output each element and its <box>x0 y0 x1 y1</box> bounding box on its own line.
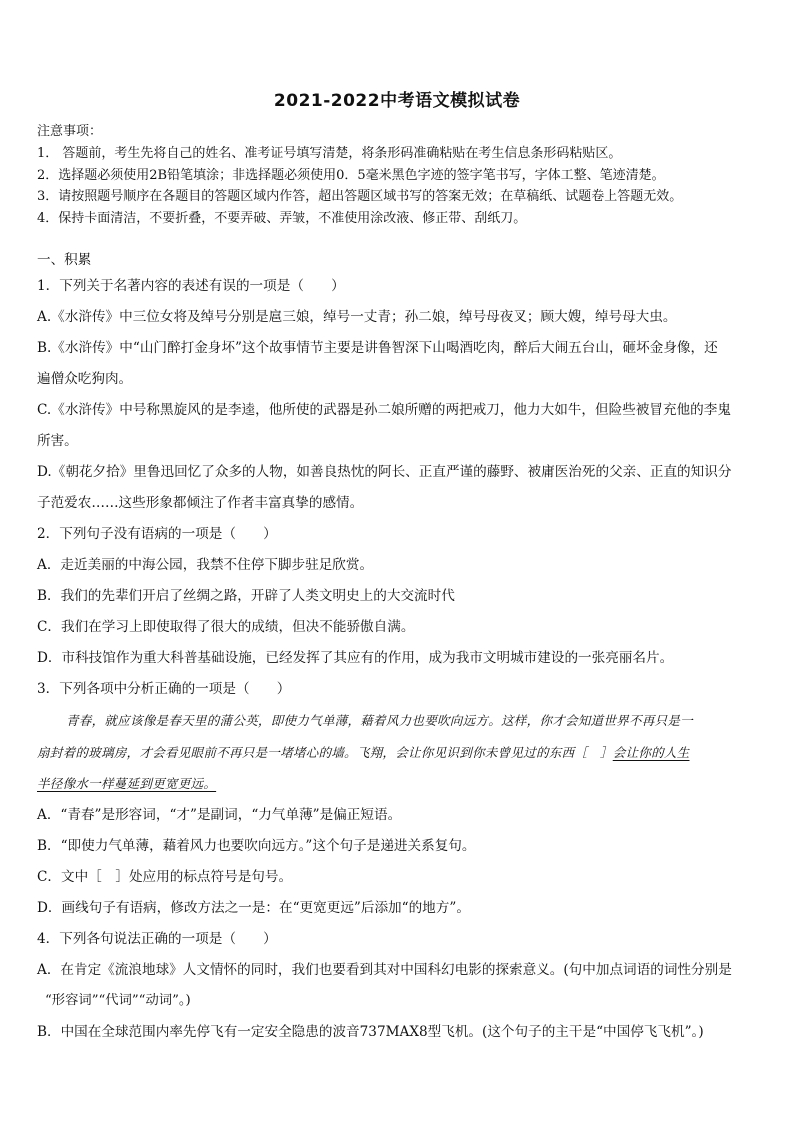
passage-line: 青春，就应该像是春天里的蒲公英，即使力气单薄，藉着风力也要吹向远方。这样，你才会知道世界不再只是一 <box>66 713 693 728</box>
section-heading: 一、积累 <box>37 252 92 268</box>
option-c: C．我们在学习上即使取得了很大的成绩，但决不能骄傲自满。 <box>37 619 415 635</box>
question-stem: 4．下列各句说法正确的一项是（ ） <box>37 931 277 947</box>
option-c-cont: 所害。 <box>37 433 78 449</box>
notice-item: 4．保持卡面清洁，不要折叠，不要弄破、弄皱，不准使用涂改液、修正带、刮纸刀。 <box>37 211 527 226</box>
option-a: A．走近美丽的中海公园，我禁不住停下脚步驻足欣赏。 <box>37 557 374 573</box>
option-b: B．我们的先辈们开启了丝绸之路，开辟了人类文明史上的大交流时代 <box>37 588 455 604</box>
option-c: C.《水浒传》中号称黑旋风的是李逵，他所使的武器是孙二娘所赠的两把戒刀，他力大如牛，但险些被冒充他的李鬼 <box>37 402 731 418</box>
option-a: A．在肯定《流浪地球》人文情怀的同时，我们也要看到其对中国科幻电影的探索意义。(句中加点词语的词性分别是 <box>37 962 732 978</box>
question-stem: 1．下列关于名著内容的表述有误的一项是（ ） <box>37 278 345 294</box>
option-d: D．市科技馆作为重大科普基础设施，已经发挥了其应有的作用，成为我市文明城市建设的一张亮丽名片。 <box>37 650 674 666</box>
notice-item: 1． 答题前，考生先将自己的姓名、准考证号填写清楚，将条形码准确粘贴在考生信息条形码粘贴区。 <box>37 146 622 161</box>
option-c: C．文中［ ］处应用的标点符号是句号。 <box>37 869 293 885</box>
option-a: A.《水浒传》中三位女将及绰号分别是扈三娘，绰号一丈青；孙二娘，绰号母夜叉；顾大嫂，绰号母大虫。 <box>37 309 677 325</box>
option-b: B．“即使力气单薄，藉着风力也要吹向远方。”这个句子是递进关系复句。 <box>37 838 476 854</box>
question-stem: 3．下列各项中分析正确的一项是（ ） <box>37 681 291 697</box>
option-b-cont: 遍僧众吃狗肉。 <box>37 371 133 387</box>
notice-heading: 注意事项： <box>37 124 103 139</box>
passage-line <box>37 744 762 762</box>
question-stem: 2．下列句子没有语病的一项是（ ） <box>37 526 277 542</box>
underlined-sentence: 会让你的人生 <box>612 745 690 760</box>
notice-item: 2．选择题必须使用2B铅笔填涂；非选择题必须使用0．5毫米黑色字迹的签字笔书写，字体工整、笔迹清楚。 <box>37 168 665 183</box>
option-a-cont: “形容词”“代词”“动词”。) <box>45 993 191 1008</box>
option-b: B.《水浒传》中“山门醉打金身坏”这个故事情节主要是讲鲁智深下山喝酒吃肉，醉后大闹五台山，砸坏金身像，还 <box>37 340 718 356</box>
option-d: D.《朝花夕拾》里鲁迅回忆了众多的人物，如善良热忱的阿长、正直严谨的藤野、被庸医治死的父亲、正直的知识分 <box>37 464 732 480</box>
option-d: D．画线句子有语病，修改方法之一是：在“更宽更远”后添加“的地方”。 <box>37 900 470 916</box>
underlined-sentence-cont: 半径像水一样蔓延到更宽更远。 <box>37 776 217 791</box>
option-a: A．“青春”是形容词，“才”是副词，“力气单薄”是偏正短语。 <box>37 807 402 823</box>
option-b: B．中国在全球范围内率先停飞有一定安全隐患的波音737MAX8型飞机。(这个句子的主干是“中国停飞飞机”。) <box>37 1024 704 1040</box>
option-d-cont: 子范爱农……这些形象都倾注了作者丰富真挚的感情。 <box>37 495 364 511</box>
notice-item: 3．请按照题号顺序在各题目的答题区域内作答，超出答题区域书写的答案无效；在草稿纸、试题卷上答题无效。 <box>37 189 683 204</box>
page-title: 2021-2022中考语文模拟试卷 <box>273 91 521 111</box>
passage-text: 扇封着的玻璃房，才会看见眼前不再只是一堵堵心的墙。飞翔，会让你见识到你未曾见过的东西［ ］ <box>37 745 613 760</box>
